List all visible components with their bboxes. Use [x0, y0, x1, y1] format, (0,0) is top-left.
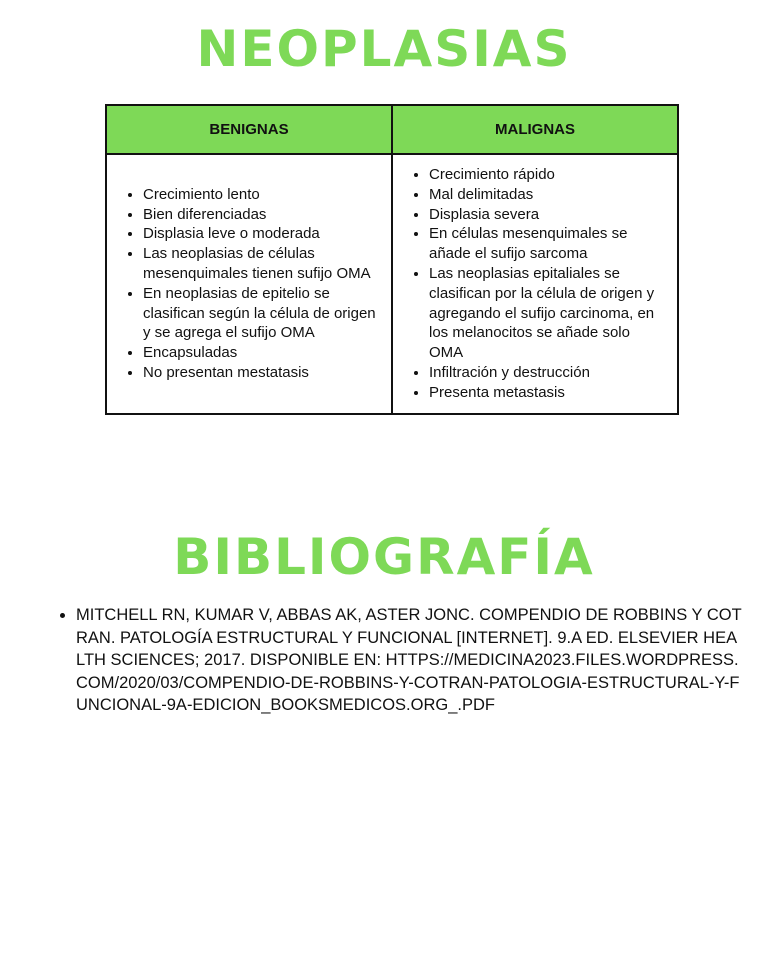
list-item: • En células mesenquimales se añade el sufijo sarcoma: [429, 224, 667, 264]
benignas-cell: [106, 154, 392, 414]
list-item: • Displasia severa: [429, 205, 667, 225]
table-header-row: [106, 105, 678, 154]
comparison-table: [105, 104, 679, 415]
list-item: • Las neoplasias epitaliales se clasifican por la célula de origen y agregando el sufijo carcinoma, en los melanocitos se añade solo OMA: [429, 264, 667, 363]
page-title: NEOPLASIAS: [196, 20, 572, 78]
list-item: • Mal delimitadas: [429, 185, 667, 205]
benignas-list: [107, 185, 381, 383]
header-benignas: BENIGNAS: [106, 105, 392, 154]
table-row: [106, 154, 678, 414]
list-item: • Presenta metastasis: [429, 383, 667, 403]
bibliography-list: [54, 604, 746, 717]
list-item: • Crecimiento rápido: [429, 165, 667, 185]
header-malignas: MALIGNAS: [392, 105, 678, 154]
bibliography-entry: • MITCHELL RN, KUMAR V, ABBAS AK, ASTER JONC. COMPENDIO DE ROBBINS Y COTRAN. PATOLOGÍA ESTRUCTURAL Y FUNCIONAL [INTERNET]. 9.A ED. ELSEVIER HEALTH SCIENCES; 2017. DISPONIBLE EN: HTTPS://MEDICINA2023.FILES.WORDPRESS.COM/2020/03/COMPENDIO-DE-ROBBINS-Y-COTRAN-PATOLOGIA-ESTRUCTURAL-Y-FUNCIONAL-9A-EDICION_BOOKSMEDICOS.ORG_.PDF: [76, 604, 746, 717]
list-item: • No presentan mestatasis: [143, 363, 381, 383]
bibliography-title: BIBLIOGRAFÍA: [173, 528, 595, 586]
list-item: • En neoplasias de epitelio se clasifican según la célula de origen y se agrega el sufijo OMA: [143, 284, 381, 343]
list-item: • Las neoplasias de células mesenquimales tienen sufijo OMA: [143, 244, 381, 284]
malignas-cell: [392, 154, 678, 414]
list-item: • Crecimiento lento: [143, 185, 381, 205]
malignas-list: [393, 165, 667, 403]
list-item: • Displasia leve o moderada: [143, 224, 381, 244]
list-item: • Encapsuladas: [143, 343, 381, 363]
list-item: • Infiltración y destrucción: [429, 363, 667, 383]
list-item: • Bien diferenciadas: [143, 205, 381, 225]
